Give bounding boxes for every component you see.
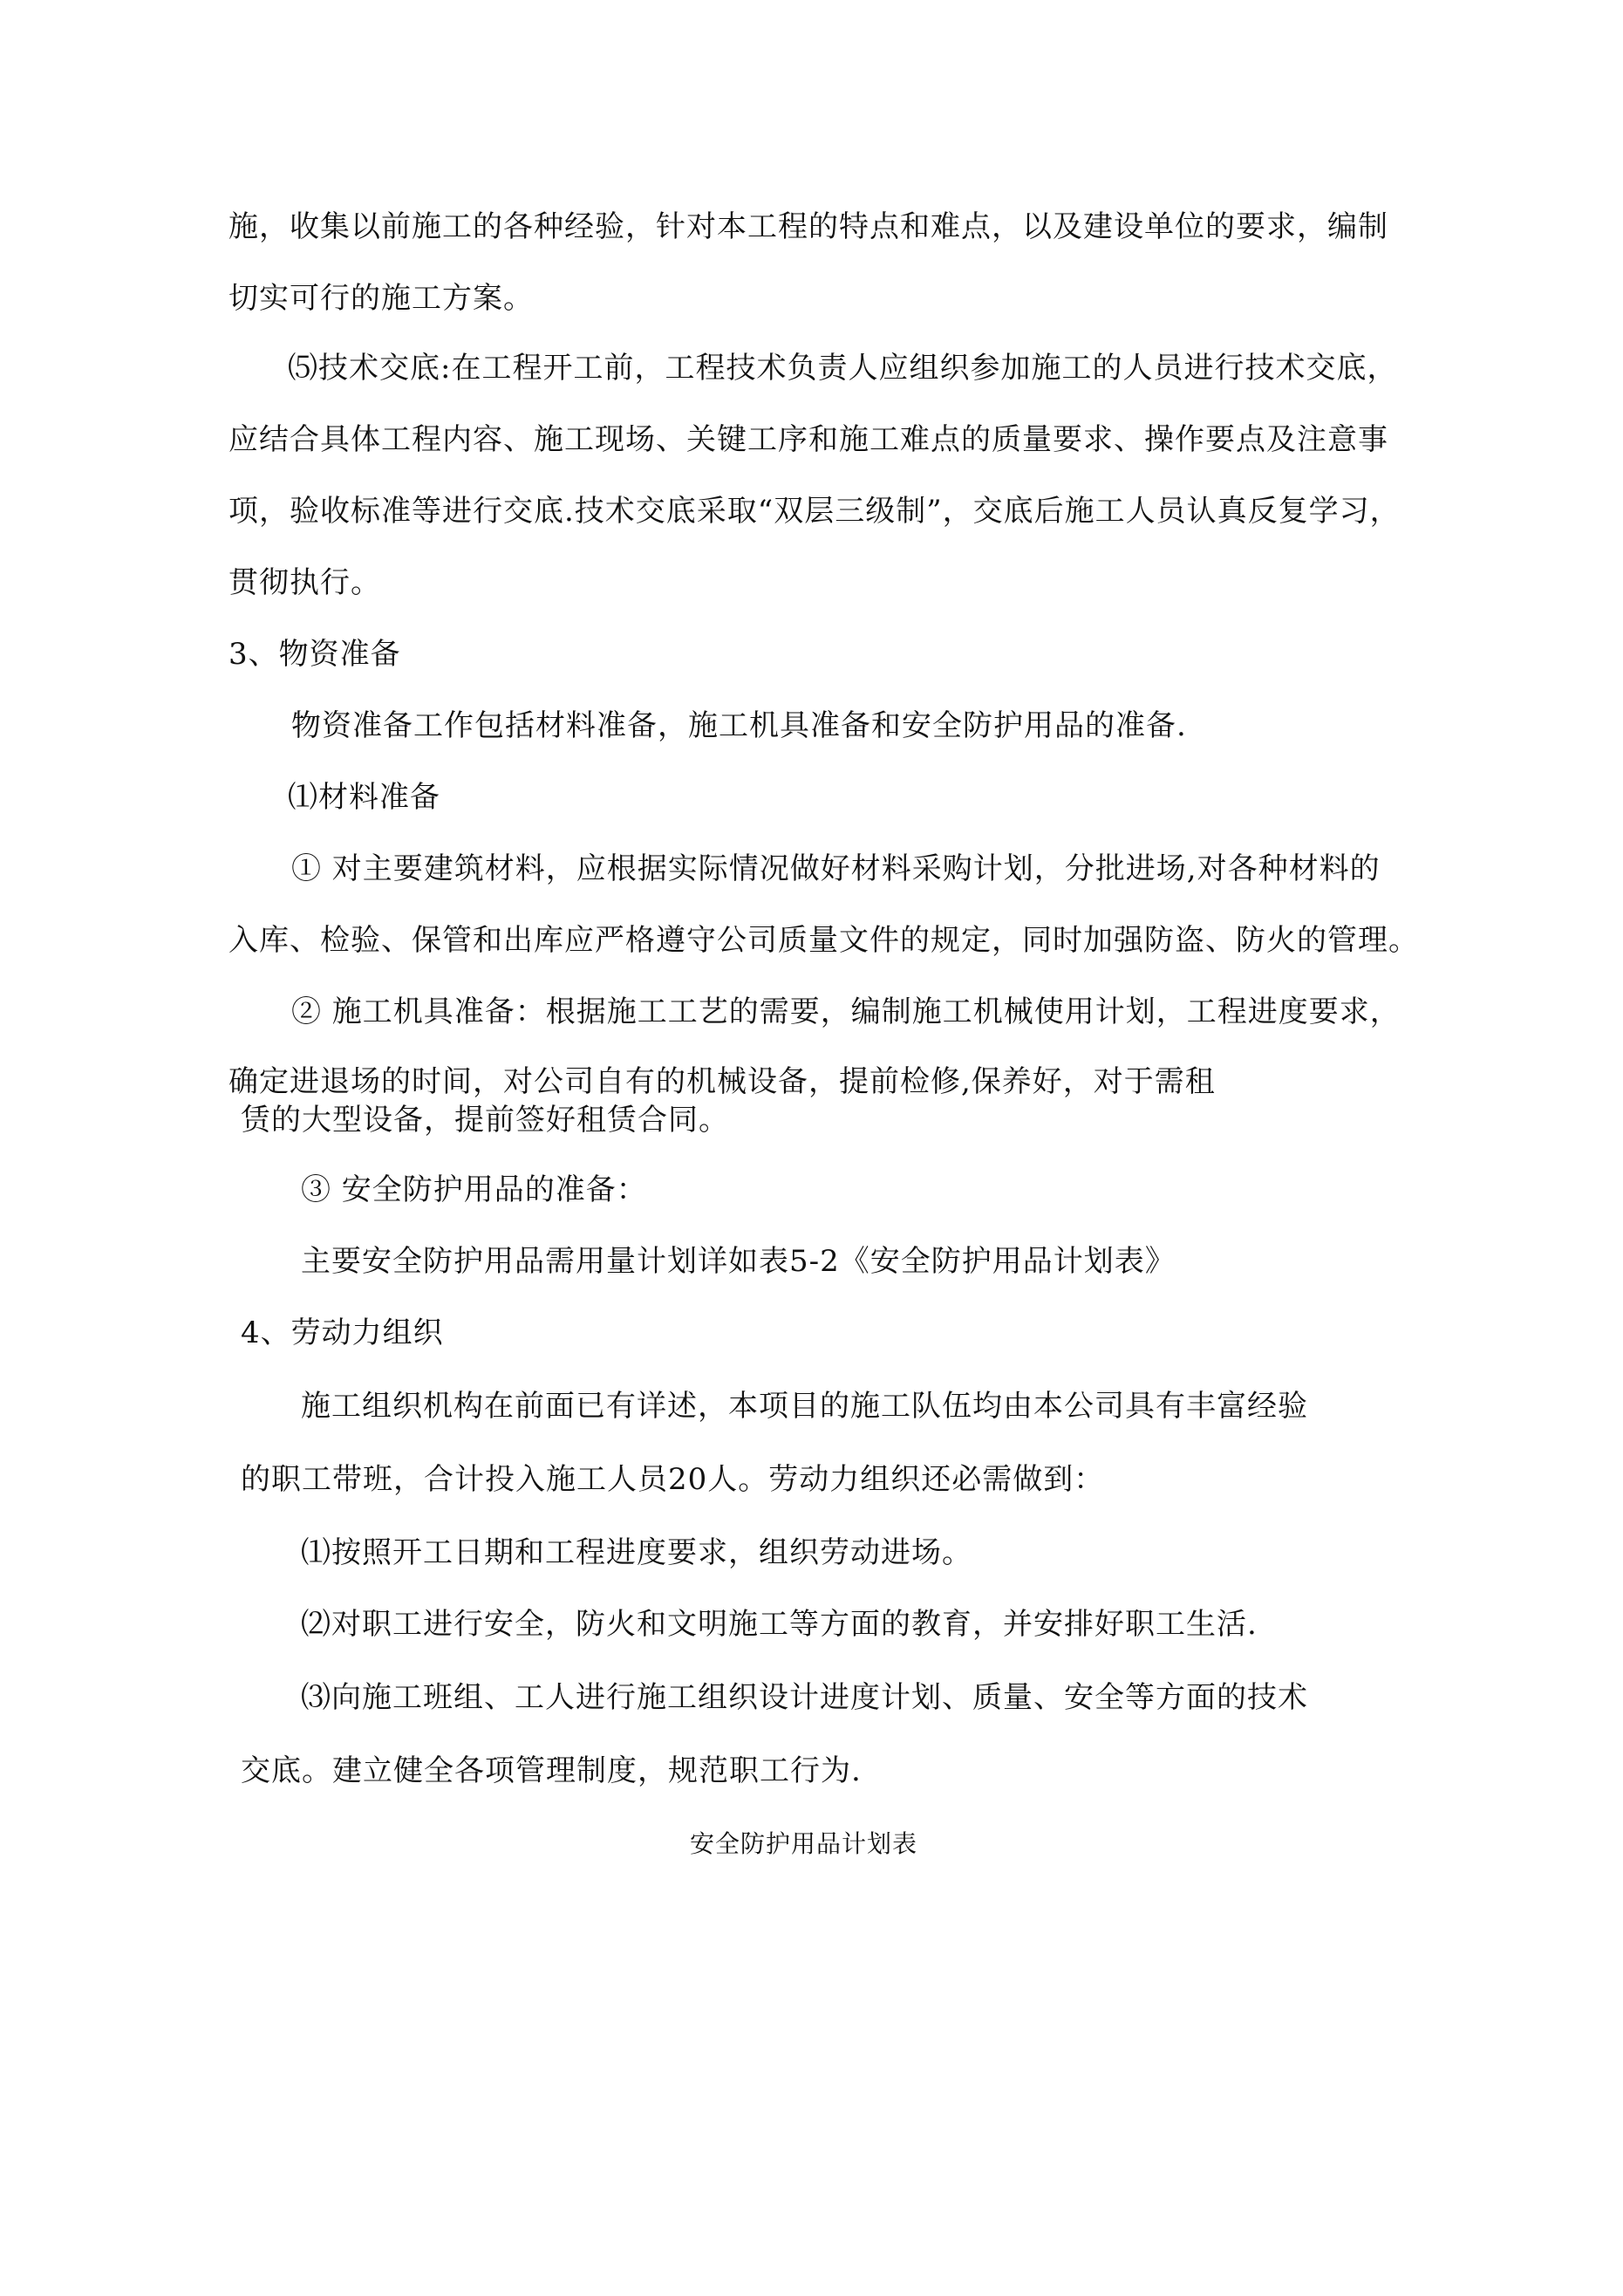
body-text-line: ⑸技术交底:在工程开工前，工程技术负责人应组织参加施工的人员进行技术交底， <box>288 351 1398 386</box>
body-text-line: 切实可行的施工方案。 <box>228 281 534 316</box>
body-text-line: 交底。建立健全各项管理制度，规范职工行为. <box>241 1753 862 1788</box>
section-heading: 3、物资准备 <box>228 637 401 672</box>
body-text-line: ③ 安全防护用品的准备： <box>301 1172 647 1207</box>
body-text-line: 贯彻执行。 <box>228 565 381 600</box>
subsection-heading: ⑴材料准备 <box>288 780 440 815</box>
body-text-line: 主要安全防护用品需用量计划详如表5-2《安全防护用品计划表》 <box>301 1244 1176 1279</box>
body-text-line: 确定进退场的时间，对公司自有的机械设备，提前检修,保养好，对于需租 <box>228 1064 1216 1099</box>
body-text-line: 施，收集以前施工的各种经验，针对本工程的特点和难点，以及建设单位的要求，编制 <box>228 209 1388 244</box>
body-text-line: ① 对主要建筑材料，应根据实际情况做好材料采购计划，分批进场,对各种材料的 <box>291 851 1381 886</box>
body-text-line: 施工组织机构在前面已有详述，本项目的施工队伍均由本公司具有丰富经验 <box>301 1389 1308 1424</box>
body-text-line: 应结合具体工程内容、施工现场、关键工序和施工难点的质量要求、操作要点及注意事 <box>228 422 1388 457</box>
body-text-line: 入库、检验、保管和出库应严格遵守公司质量文件的规定，同时加强防盗、防火的管理。 <box>228 923 1419 958</box>
body-text-line: ② 施工机具准备：根据施工工艺的需要，编制施工机械使用计划，工程进度要求， <box>291 994 1401 1029</box>
table-caption: 安全防护用品计划表 <box>690 1829 918 1858</box>
body-text-line: 物资准备工作包括材料准备，施工机具准备和安全防护用品的准备. <box>291 708 1187 743</box>
body-text-line: 的职工带班，合计投入施工人员20人。劳动力组织还必需做到： <box>241 1462 1105 1497</box>
body-text-line: ⑶向施工班组、工人进行施工组织设计进度计划、质量、安全等方面的技术 <box>301 1680 1308 1715</box>
section-heading: 4、劳动力组织 <box>241 1315 444 1350</box>
body-text-line: ⑵对职工进行安全，防火和文明施工等方面的教育，并安排好职工生活. <box>301 1607 1258 1642</box>
body-text-line: 赁的大型设备，提前签好租赁合同。 <box>241 1103 729 1138</box>
body-text-line: ⑴按照开工日期和工程进度要求，组织劳动进场。 <box>301 1535 972 1570</box>
body-text-line: 项，验收标准等进行交底.技术交底采取“双层三级制”，交底后施工人员认真反复学习， <box>228 494 1401 529</box>
